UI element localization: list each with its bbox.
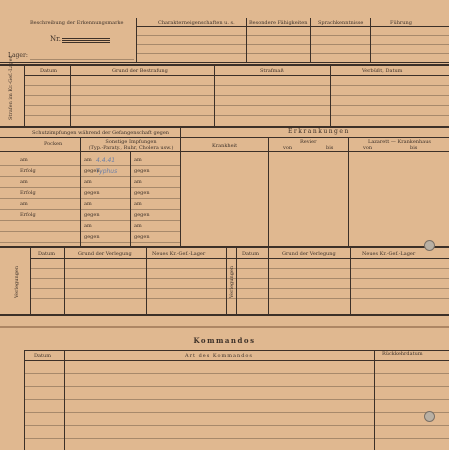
impfung-row-line [0, 165, 180, 166]
verlegung-col-grund-l: Grund der Verlegung [78, 251, 132, 257]
impfung-row-sonstige: gegen [134, 168, 150, 174]
lazarett-von: von [363, 145, 373, 151]
erkrankung-col-lazarett: Lazarett — Krankenhaus [368, 139, 431, 145]
strafen-col-verbuesst: Verbüßt, Datum [362, 68, 403, 74]
impfung-row-sonstige: am [134, 179, 142, 185]
impfung-row-line [0, 220, 180, 221]
strafen-col-datum: Datum [40, 68, 57, 74]
header-cell-fuehrung: Führung [390, 20, 412, 26]
impfung-row-pocken: gegen [84, 234, 100, 240]
impfung-row-pocken: am [84, 223, 92, 229]
impfung-row-handwritten: Typhus [96, 168, 118, 175]
kommandos-title: Kommandos [193, 336, 256, 345]
impfung-row-line [0, 231, 180, 232]
kommandos-col-rueckkehr: Rückkehrdatum [382, 351, 423, 357]
impfung-row-label: Erfolg [20, 212, 36, 218]
verlegung-col-lager-r: Neues Kr.-Gef.-Lager [362, 251, 416, 257]
strafen-col-strafmass: Strafmaß [260, 68, 284, 74]
impfung-row-label: am [20, 157, 28, 163]
impfung-col-sonstige: Sonstige Impfungen [105, 139, 157, 145]
impfung-row-line [0, 198, 180, 199]
impfung-col-pocken: Pocken [44, 141, 63, 147]
impfung-row-sonstige: gegen [134, 234, 150, 240]
impfung-row-pocken: gegen [84, 190, 100, 196]
impfung-row-pocken: gegen [84, 212, 100, 218]
erkrankungen-title: Erkrankungen [288, 128, 350, 135]
verlegung-col-grund-r: Grund der Verlegung [282, 251, 336, 257]
header-cell-erkennungsmarke: Beschreibung der Erkennungsmarke [30, 20, 124, 26]
lager-label: Lager: [8, 52, 28, 59]
strafen-col-grund: Grund der Bestrafung [112, 68, 168, 74]
card-separator [0, 326, 449, 328]
nr-label: Nr. [50, 35, 61, 43]
verlegungen-side-label-left: Verlegungen [14, 265, 20, 298]
strafen-side-label: Strafen im Kr.-Gef.-Lager [8, 56, 14, 120]
lazarett-bis: bis [410, 145, 418, 151]
impfung-row-line [0, 187, 180, 188]
verlegungen-side-label-right: Verlegungen [229, 265, 235, 298]
impfung-title: Schutzimpfungen während der Gefangenschaft gegen [32, 130, 170, 136]
erkrankung-col-revier: Revier [300, 139, 317, 145]
impfung-row-pocken: gegen [84, 168, 100, 174]
impfung-row-line [0, 176, 180, 177]
impfung-row-sonstige: gegen [134, 212, 150, 218]
impfung-row-pocken: am [84, 157, 92, 163]
impfung-row-line [0, 209, 180, 210]
impfung-row-sonstige: am [134, 223, 142, 229]
kommandos-col-datum: Datum [34, 353, 51, 359]
impfung-row-line [0, 242, 180, 243]
verlegung-col-lager-l: Neues Kr.-Gef.-Lager [152, 251, 206, 257]
revier-bis: bis [326, 145, 334, 151]
punch-hole-upper [424, 240, 435, 251]
impfung-row-sonstige: gegen [134, 190, 150, 196]
verlegung-col-datum-r: Datum [242, 251, 259, 257]
impfung-row-label: am [20, 201, 28, 207]
impfung-row-label: Erfolg [20, 168, 36, 174]
impfung-row-pocken: am [84, 201, 92, 207]
punch-hole-lower [424, 411, 435, 422]
impfung-col-sonstige-sub: (Typ.-Paraty., Ruhr, Cholera usw.) [88, 145, 174, 151]
verlegung-col-datum-l: Datum [38, 251, 55, 257]
kommandos-col-art: Art des Kommandos [185, 353, 253, 359]
impfung-row-handwritten: 4.4.41 [96, 157, 116, 164]
impfung-row-label: Erfolg [20, 190, 36, 196]
revier-von: von [283, 145, 293, 151]
impfung-row-sonstige: am [134, 157, 142, 163]
impfung-row-label: am [20, 179, 28, 185]
header-cell-charakter: Charakterneigenschaften u. s. [158, 20, 235, 26]
impfung-row-sonstige: am [134, 201, 142, 207]
header-cell-sprachen: Sprachkenntnisse [318, 20, 364, 26]
header-cell-faehigkeiten: Besondere Fähigkeiten [249, 20, 308, 26]
impfung-row-pocken: am [84, 179, 92, 185]
erkrankung-col-krankheit: Krankheit [212, 143, 238, 149]
